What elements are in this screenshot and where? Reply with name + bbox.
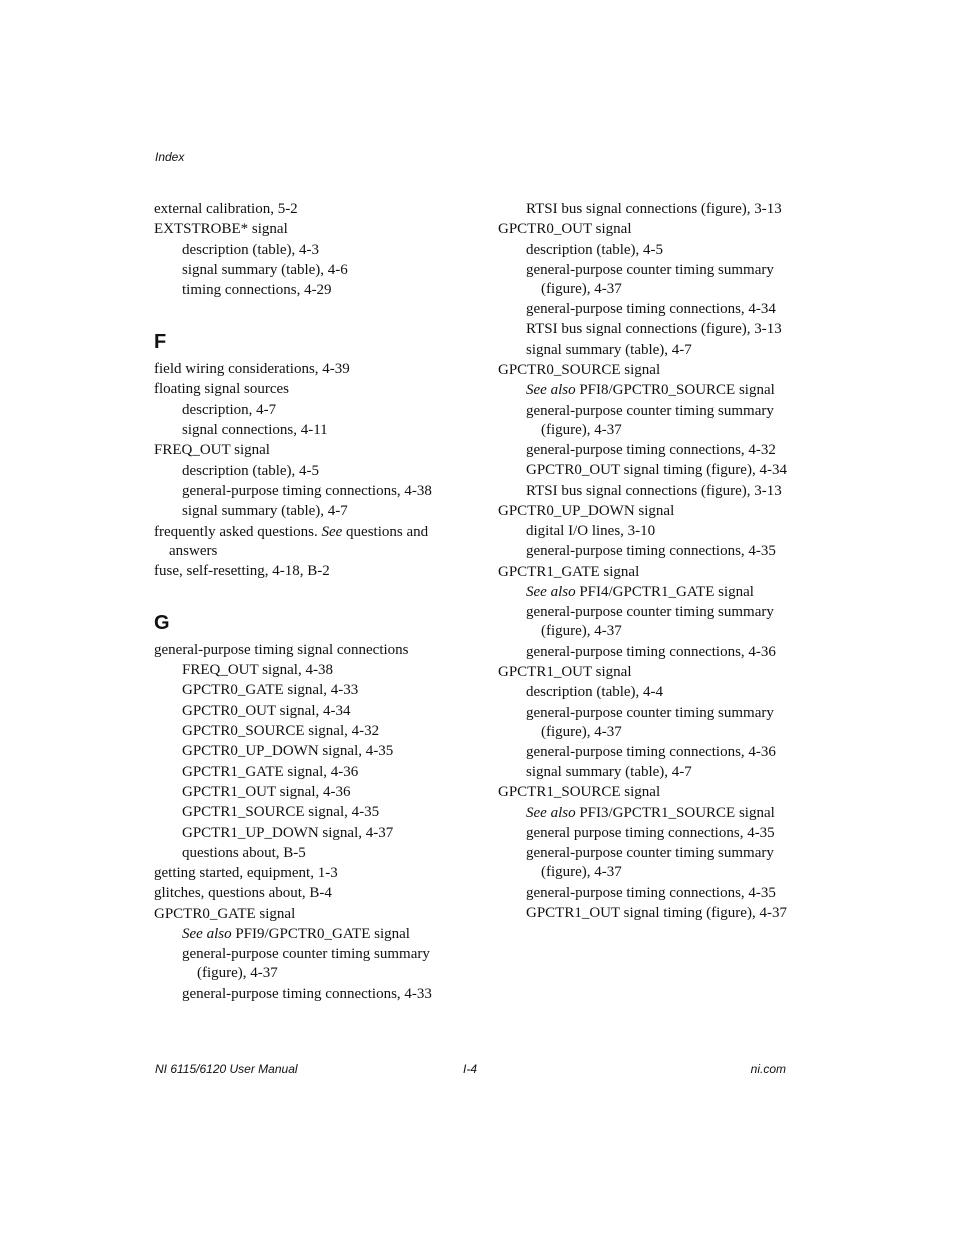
index-subentry: general-purpose counter timing summary (figure), 4-37 [526, 261, 774, 297]
index-subentry: signal summary (table), 4-6 [182, 261, 348, 278]
index-subentry: description (table), 4-5 [182, 462, 320, 479]
index-subentry: general-purpose timing connections, 4-35 [526, 543, 776, 560]
index-entry: glitches, questions about, B-4 [154, 885, 332, 902]
index-subentry: general-purpose counter timing summary (figure), 4-37 [526, 604, 774, 640]
index-subentry: GPCTR1_UP_DOWN signal, 4-37 [182, 824, 394, 841]
index-letter-heading: G [154, 611, 170, 634]
index-subentry: general-purpose timing connections, 4-36 [526, 743, 776, 760]
index-subentry: signal summary (table), 4-7 [526, 341, 692, 358]
index-subentry: GPCTR1_GATE signal, 4-36 [182, 763, 359, 780]
index-subentry: signal summary (table), 4-7 [526, 764, 692, 781]
footer-website: ni.com [750, 1062, 786, 1076]
index-subentry: general-purpose timing connections, 4-33 [182, 985, 432, 1002]
index-subentry [498, 381, 798, 400]
index-entry: GPCTR1_SOURCE signal [498, 784, 661, 801]
index-entry [154, 523, 474, 561]
index-entry: GPCTR0_UP_DOWN signal [498, 502, 675, 519]
index-subentry: GPCTR1_OUT signal timing (figure), 4-37 [526, 904, 787, 921]
index-subentry: general-purpose counter timing summary (figure), 4-37 [526, 704, 774, 740]
index-subentry: general-purpose timing connections, 4-36 [526, 643, 776, 660]
index-column-right [498, 200, 798, 924]
index-subentry [498, 583, 798, 602]
index-subentry: GPCTR0_OUT signal timing (figure), 4-34 [526, 462, 787, 479]
entry-text: PFI3/GPCTR1_SOURCE signal [575, 804, 775, 821]
see-reference: See [321, 523, 343, 540]
index-entry: FREQ_OUT signal [154, 442, 270, 459]
entry-text: PFI4/GPCTR1_GATE signal [575, 584, 754, 601]
entry-text: PFI8/GPCTR0_SOURCE signal [575, 382, 775, 399]
entry-text: questions and answers [169, 523, 429, 559]
index-subentry: GPCTR1_SOURCE signal, 4-35 [182, 804, 380, 821]
index-entry: fuse, self-resetting, 4-18, B-2 [154, 562, 330, 579]
index-subentry: FREQ_OUT signal, 4-38 [182, 662, 333, 679]
see-reference: See also [526, 382, 576, 399]
index-entry: GPCTR1_OUT signal [498, 663, 632, 680]
index-entry: GPCTR0_OUT signal [498, 221, 632, 238]
index-subentry: description, 4-7 [182, 401, 277, 418]
index-entry: general-purpose timing signal connections [154, 641, 409, 658]
index-entry: floating signal sources [154, 381, 289, 398]
index-subentry: GPCTR1_OUT signal, 4-36 [182, 783, 351, 800]
index-subentry: general-purpose timing connections, 4-38 [182, 482, 432, 499]
index-subentry: timing connections, 4-29 [182, 282, 332, 299]
see-reference: See also [182, 926, 232, 943]
running-head: Index [155, 150, 185, 164]
index-subentry: signal summary (table), 4-7 [182, 503, 348, 520]
index-subentry: general-purpose counter timing summary (figure), 4-37 [526, 402, 774, 438]
index-subentry: general-purpose counter timing summary (figure), 4-37 [182, 946, 430, 982]
footer-page-number: I-4 [463, 1062, 478, 1076]
index-subentry: questions about, B-5 [182, 844, 306, 861]
index-entry: GPCTR0_SOURCE signal [498, 362, 661, 379]
index-entry: getting started, equipment, 1-3 [154, 865, 338, 882]
index-subentry: general purpose timing connections, 4-35 [526, 825, 775, 842]
entry-text: frequently asked questions. [154, 523, 322, 540]
index-entry: field wiring considerations, 4-39 [154, 361, 350, 378]
index-subentry: GPCTR0_UP_DOWN signal, 4-35 [182, 743, 394, 760]
index-entry: GPCTR1_GATE signal [498, 563, 640, 580]
index-subentry: RTSI bus signal connections (figure), 3-13 [526, 201, 782, 217]
index-subentry: RTSI bus signal connections (figure), 3-13 [526, 482, 782, 499]
index-subentry: GPCTR0_SOURCE signal, 4-32 [182, 723, 380, 740]
index-subentry: RTSI bus signal connections (figure), 3-13 [526, 321, 782, 338]
index-entry: GPCTR0_GATE signal [154, 905, 296, 922]
index-subentry: general-purpose counter timing summary (figure), 4-37 [526, 845, 774, 881]
index-subentry: description (table), 4-4 [526, 684, 664, 701]
index-subentry: digital I/O lines, 3-10 [526, 523, 656, 540]
index-subentry: signal connections, 4-11 [182, 422, 328, 439]
index-subentry: description (table), 4-3 [182, 241, 320, 258]
index-subentry: general-purpose timing connections, 4-34 [526, 301, 776, 318]
index-entry: EXTSTROBE* signal [154, 221, 288, 238]
index-subentry [498, 804, 798, 823]
index-letter-heading: F [154, 331, 167, 354]
index-subentry: GPCTR0_GATE signal, 4-33 [182, 682, 359, 699]
entry-text: PFI9/GPCTR0_GATE signal [231, 926, 410, 943]
footer-manual-title: NI 6115/6120 User Manual [155, 1062, 298, 1076]
index-subentry: GPCTR0_OUT signal, 4-34 [182, 702, 351, 719]
see-reference: See also [526, 804, 576, 821]
see-reference: See also [526, 584, 576, 601]
index-subentry: general-purpose timing connections, 4-35 [526, 884, 776, 901]
index-column-left [154, 200, 474, 1005]
index-subentry: general-purpose timing connections, 4-32 [526, 441, 776, 458]
index-subentry: description (table), 4-5 [526, 241, 664, 258]
index-entry: external calibration, 5-2 [154, 201, 298, 217]
index-subentry [154, 925, 474, 944]
